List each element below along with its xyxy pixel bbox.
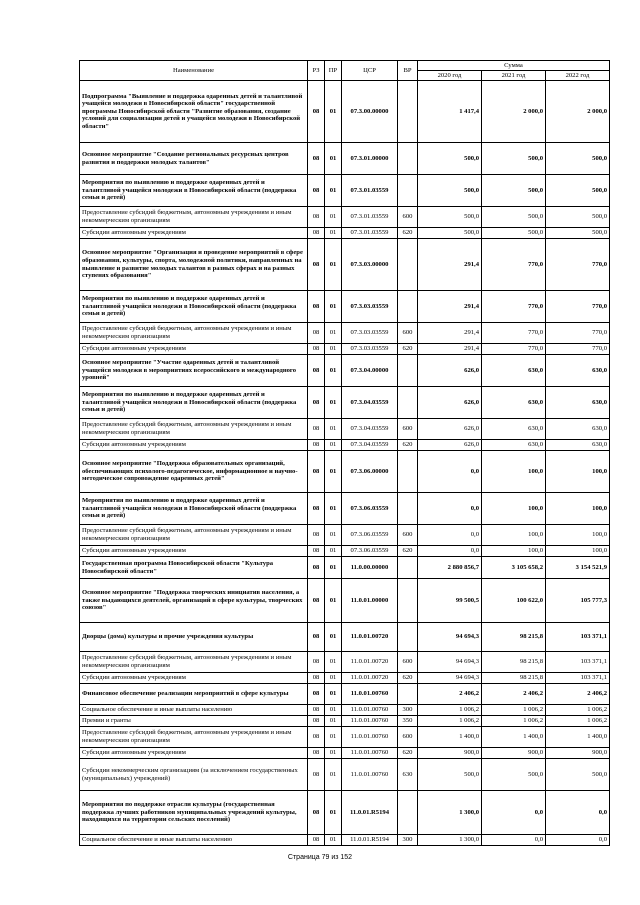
cell-2022: 500,0 (546, 228, 610, 239)
cell-2020: 900,0 (418, 748, 482, 759)
budget-table (79, 60, 610, 846)
cell-pr: 01 (325, 546, 342, 557)
cell-csr: 11.0.01.R5194 (342, 791, 398, 835)
cell-name: Предоставление субсидий бюджетным, автономным учреждениям и иным некоммерческим организациям (80, 419, 308, 440)
cell-csr: 07.3.04.03559 (342, 387, 398, 419)
cell-pr: 01 (325, 727, 342, 748)
cell-name: Основное мероприятие "Организация и проведение мероприятий в сфере образования, культуры, спорта, молодежной политики, направленных на выявление и развитие молодых талантов в разных сферах и на разных ступенях образования" (80, 239, 308, 291)
cell-rz: 08 (308, 705, 325, 716)
cell-rz: 08 (308, 835, 325, 846)
table-row (80, 705, 610, 716)
cell-pr: 01 (325, 81, 342, 143)
cell-rz: 08 (308, 748, 325, 759)
cell-vr: 620 (398, 344, 418, 355)
cell-pr: 01 (325, 207, 342, 228)
cell-csr: 07.3.03.03559 (342, 323, 398, 344)
cell-pr: 01 (325, 684, 342, 705)
cell-csr: 07.3.03.00000 (342, 239, 398, 291)
cell-2022: 500,0 (546, 143, 610, 175)
header-year-2021: 2021 год (482, 71, 546, 81)
cell-2020: 1 006,2 (418, 705, 482, 716)
cell-2020: 500,0 (418, 175, 482, 207)
table-row (80, 81, 610, 143)
cell-rz: 08 (308, 291, 325, 323)
cell-2021: 100,0 (482, 493, 546, 525)
table-row (80, 175, 610, 207)
cell-name: Основное мероприятие "Участие одаренных детей и талантливой учащейся молодежи в мероприятиях всероссийского и международного уровней" (80, 355, 308, 387)
header-name: Наименование (80, 61, 308, 81)
cell-vr: 300 (398, 835, 418, 846)
cell-csr: 07.3.04.03559 (342, 440, 398, 451)
cell-vr: 620 (398, 748, 418, 759)
cell-2020: 94 694,3 (418, 673, 482, 684)
header-csr: ЦСР (342, 61, 398, 81)
cell-pr: 01 (325, 525, 342, 546)
cell-name: Субсидии автономным учреждениям (80, 440, 308, 451)
header-vr: ВР (398, 61, 418, 81)
cell-vr (398, 579, 418, 623)
cell-pr: 01 (325, 323, 342, 344)
cell-2021: 500,0 (482, 228, 546, 239)
cell-2022: 770,0 (546, 239, 610, 291)
cell-name: Дворцы (дома) культуры и прочие учреждения культуры (80, 623, 308, 652)
cell-pr: 01 (325, 291, 342, 323)
cell-2022: 100,0 (546, 546, 610, 557)
cell-pr: 01 (325, 759, 342, 791)
cell-csr: 07.3.01.03559 (342, 228, 398, 239)
cell-name: Мероприятия по выявлению и поддержке одаренных детей и талантливой учащейся молодежи в Новосибирской области (поддержка семьи и детей) (80, 387, 308, 419)
cell-pr: 01 (325, 419, 342, 440)
cell-csr: 11.0.01.00720 (342, 623, 398, 652)
cell-vr: 600 (398, 727, 418, 748)
cell-vr (398, 239, 418, 291)
cell-2020: 626,0 (418, 355, 482, 387)
cell-pr: 01 (325, 673, 342, 684)
cell-pr: 01 (325, 228, 342, 239)
table-row (80, 791, 610, 835)
cell-vr (398, 493, 418, 525)
cell-name: Мероприятия по выявлению и поддержке одаренных детей и талантливой учащейся молодежи в Новосибирской области (поддержка семьи и детей) (80, 175, 308, 207)
cell-name: Мероприятия по выявлению и поддержке одаренных детей и талантливой учащейся молодежи в Новосибирской области (поддержка семьи и детей) (80, 493, 308, 525)
cell-rz: 08 (308, 525, 325, 546)
cell-2020: 291,4 (418, 323, 482, 344)
cell-2022: 0,0 (546, 835, 610, 846)
cell-name: Мероприятия по поддержке отрасли культуры (государственная поддержка лучших работников муниципальных учреждений культуры, находящихся на территории сельских поселений) (80, 791, 308, 835)
cell-2022: 900,0 (546, 748, 610, 759)
table-row (80, 835, 610, 846)
cell-2020: 626,0 (418, 440, 482, 451)
cell-vr (398, 387, 418, 419)
cell-2022: 103 371,1 (546, 673, 610, 684)
table-row (80, 143, 610, 175)
cell-2021: 98 215,8 (482, 673, 546, 684)
cell-csr: 11.0.01.00760 (342, 759, 398, 791)
cell-2020: 1 300,0 (418, 835, 482, 846)
cell-2020: 2 880 856,7 (418, 557, 482, 579)
cell-2020: 500,0 (418, 228, 482, 239)
cell-2021: 630,0 (482, 387, 546, 419)
cell-name: Субсидии автономным учреждениям (80, 344, 308, 355)
cell-rz: 08 (308, 791, 325, 835)
cell-2020: 1 400,0 (418, 727, 482, 748)
budget-table-sheet (79, 60, 609, 846)
table-row (80, 748, 610, 759)
cell-2021: 2 000,0 (482, 81, 546, 143)
cell-name: Социальное обеспечение и иные выплаты населению (80, 835, 308, 846)
table-row (80, 579, 610, 623)
cell-vr (398, 143, 418, 175)
cell-rz: 08 (308, 387, 325, 419)
cell-2021: 100,0 (482, 525, 546, 546)
cell-vr (398, 451, 418, 493)
cell-vr (398, 175, 418, 207)
table-row (80, 652, 610, 673)
cell-2020: 1 417,4 (418, 81, 482, 143)
cell-2020: 500,0 (418, 143, 482, 175)
header-rz: РЗ (308, 61, 325, 81)
header-year-2022: 2022 год (546, 71, 610, 81)
cell-2022: 100,0 (546, 451, 610, 493)
cell-name: Предоставление субсидий бюджетным, автономным учреждениям и иным некоммерческим организациям (80, 525, 308, 546)
table-row (80, 323, 610, 344)
cell-csr: 07.3.03.03559 (342, 291, 398, 323)
cell-2020: 291,4 (418, 344, 482, 355)
cell-2021: 500,0 (482, 207, 546, 228)
cell-csr: 07.3.06.03559 (342, 525, 398, 546)
cell-vr: 620 (398, 673, 418, 684)
cell-2021: 1 006,2 (482, 716, 546, 727)
cell-vr (398, 684, 418, 705)
cell-name: Подпрограмма "Выявление и поддержка одаренных детей и талантливой учащейся молодежи в Новосибирской области" государственной программы Новосибирской области "Развитие образования, создание условий для социализации детей и учащейся молодежи в Новосибирской области" (80, 81, 308, 143)
cell-2020: 0,0 (418, 546, 482, 557)
cell-pr: 01 (325, 579, 342, 623)
cell-rz: 08 (308, 759, 325, 791)
cell-pr: 01 (325, 748, 342, 759)
cell-2022: 630,0 (546, 440, 610, 451)
cell-pr: 01 (325, 344, 342, 355)
cell-2020: 500,0 (418, 207, 482, 228)
cell-vr: 600 (398, 652, 418, 673)
cell-2020: 0,0 (418, 525, 482, 546)
cell-pr: 01 (325, 355, 342, 387)
table-body (80, 81, 610, 846)
cell-vr (398, 81, 418, 143)
cell-2022: 500,0 (546, 759, 610, 791)
cell-rz: 08 (308, 323, 325, 344)
cell-2022: 770,0 (546, 323, 610, 344)
table-row (80, 525, 610, 546)
table-row (80, 546, 610, 557)
cell-2021: 0,0 (482, 835, 546, 846)
cell-rz: 08 (308, 355, 325, 387)
cell-csr: 11.0.01.00760 (342, 684, 398, 705)
cell-2021: 100 622,0 (482, 579, 546, 623)
table-row (80, 207, 610, 228)
cell-name: Социальное обеспечение и иные выплаты населению (80, 705, 308, 716)
cell-csr: 11.0.01.00000 (342, 579, 398, 623)
cell-2021: 770,0 (482, 239, 546, 291)
cell-2022: 100,0 (546, 525, 610, 546)
cell-csr: 11.0.01.00760 (342, 748, 398, 759)
cell-2022: 100,0 (546, 493, 610, 525)
cell-vr (398, 355, 418, 387)
cell-csr: 11.0.01.00760 (342, 716, 398, 727)
cell-rz: 08 (308, 228, 325, 239)
cell-2022: 103 371,1 (546, 652, 610, 673)
cell-2021: 500,0 (482, 175, 546, 207)
cell-csr: 07.3.01.03559 (342, 207, 398, 228)
cell-name: Премии и гранты (80, 716, 308, 727)
cell-pr: 01 (325, 239, 342, 291)
cell-2020: 291,4 (418, 291, 482, 323)
cell-2021: 100,0 (482, 451, 546, 493)
cell-vr: 600 (398, 207, 418, 228)
cell-rz: 08 (308, 557, 325, 579)
cell-csr: 07.3.06.00000 (342, 451, 398, 493)
cell-name: Субсидии автономным учреждениям (80, 546, 308, 557)
cell-vr: 620 (398, 546, 418, 557)
cell-rz: 08 (308, 716, 325, 727)
cell-name: Субсидии автономным учреждениям (80, 673, 308, 684)
cell-csr: 07.3.04.03559 (342, 419, 398, 440)
cell-pr: 01 (325, 451, 342, 493)
cell-2021: 0,0 (482, 791, 546, 835)
cell-2020: 0,0 (418, 451, 482, 493)
cell-name: Предоставление субсидий бюджетным, автономным учреждениям и иным некоммерческим организациям (80, 727, 308, 748)
cell-rz: 08 (308, 579, 325, 623)
table-row (80, 355, 610, 387)
cell-vr (398, 791, 418, 835)
cell-vr: 630 (398, 759, 418, 791)
cell-2020: 626,0 (418, 387, 482, 419)
cell-name: Основное мероприятие "Поддержка творческих инициатив населения, а также выдающихся деятелей, организаций в сфере культуры, творческих союзов" (80, 579, 308, 623)
cell-2021: 98 215,8 (482, 623, 546, 652)
cell-2022: 770,0 (546, 291, 610, 323)
cell-2021: 1 006,2 (482, 705, 546, 716)
cell-pr: 01 (325, 493, 342, 525)
cell-rz: 08 (308, 81, 325, 143)
cell-pr: 01 (325, 791, 342, 835)
cell-rz: 08 (308, 344, 325, 355)
cell-name: Государственная программа Новосибирской области "Культура Новосибирской области" (80, 557, 308, 579)
cell-name: Субсидии автономным учреждениям (80, 228, 308, 239)
cell-rz: 08 (308, 652, 325, 673)
cell-pr: 01 (325, 143, 342, 175)
cell-vr: 600 (398, 525, 418, 546)
cell-vr: 600 (398, 419, 418, 440)
cell-pr: 01 (325, 705, 342, 716)
cell-rz: 08 (308, 673, 325, 684)
table-row (80, 684, 610, 705)
cell-rz: 08 (308, 419, 325, 440)
table-row (80, 759, 610, 791)
cell-rz: 08 (308, 440, 325, 451)
cell-2020: 94 694,3 (418, 623, 482, 652)
cell-2020: 99 500,5 (418, 579, 482, 623)
cell-2022: 630,0 (546, 355, 610, 387)
table-row (80, 387, 610, 419)
cell-2022: 770,0 (546, 344, 610, 355)
table-row (80, 673, 610, 684)
cell-2022: 103 371,1 (546, 623, 610, 652)
cell-vr (398, 291, 418, 323)
cell-csr: 11.0.01.00720 (342, 652, 398, 673)
cell-csr: 11.0.00.00000 (342, 557, 398, 579)
cell-2022: 1 006,2 (546, 705, 610, 716)
cell-csr: 11.0.01.00760 (342, 727, 398, 748)
page-number: Страница 79 из 152 (287, 854, 353, 861)
cell-2021: 1 400,0 (482, 727, 546, 748)
cell-2022: 105 777,3 (546, 579, 610, 623)
cell-pr: 01 (325, 175, 342, 207)
cell-2021: 98 215,8 (482, 652, 546, 673)
cell-rz: 08 (308, 143, 325, 175)
cell-2020: 0,0 (418, 493, 482, 525)
cell-csr: 07.3.00.00000 (342, 81, 398, 143)
cell-name: Предоставление субсидий бюджетным, автономным учреждениям и иным некоммерческим организациям (80, 207, 308, 228)
cell-rz: 08 (308, 239, 325, 291)
cell-2021: 770,0 (482, 344, 546, 355)
cell-name: Субсидии автономным учреждениям (80, 748, 308, 759)
cell-rz: 08 (308, 623, 325, 652)
cell-name: Основное мероприятие "Создание региональных ресурсных центров развития и поддержки молодых талантов" (80, 143, 308, 175)
cell-name: Предоставление субсидий бюджетным, автономным учреждениям и иным некоммерческим организациям (80, 323, 308, 344)
cell-rz: 08 (308, 684, 325, 705)
header-sum: Сумма (418, 61, 610, 71)
cell-2020: 1 006,2 (418, 716, 482, 727)
cell-2021: 500,0 (482, 759, 546, 791)
cell-csr: 07.3.06.03559 (342, 493, 398, 525)
cell-2021: 3 105 658,2 (482, 557, 546, 579)
cell-2022: 1 006,2 (546, 716, 610, 727)
cell-2020: 626,0 (418, 419, 482, 440)
cell-2020: 500,0 (418, 759, 482, 791)
cell-2021: 630,0 (482, 419, 546, 440)
cell-2022: 1 400,0 (546, 727, 610, 748)
cell-pr: 01 (325, 716, 342, 727)
cell-name: Финансовое обеспечение реализации мероприятий в сфере культуры (80, 684, 308, 705)
cell-csr: 07.3.01.03559 (342, 175, 398, 207)
cell-2022: 2 000,0 (546, 81, 610, 143)
cell-vr (398, 557, 418, 579)
cell-csr: 07.3.01.00000 (342, 143, 398, 175)
cell-csr: 11.0.01.00720 (342, 673, 398, 684)
cell-pr: 01 (325, 557, 342, 579)
header-pr: ПР (325, 61, 342, 81)
cell-2021: 500,0 (482, 143, 546, 175)
cell-vr: 620 (398, 228, 418, 239)
cell-csr: 07.3.06.03559 (342, 546, 398, 557)
cell-pr: 01 (325, 835, 342, 846)
cell-vr: 350 (398, 716, 418, 727)
cell-rz: 08 (308, 207, 325, 228)
cell-2020: 2 406,2 (418, 684, 482, 705)
cell-pr: 01 (325, 387, 342, 419)
cell-rz: 08 (308, 493, 325, 525)
table-row (80, 419, 610, 440)
cell-2022: 0,0 (546, 791, 610, 835)
cell-2020: 1 300,0 (418, 791, 482, 835)
cell-csr: 07.3.04.00000 (342, 355, 398, 387)
cell-2021: 630,0 (482, 355, 546, 387)
cell-2021: 630,0 (482, 440, 546, 451)
cell-2022: 630,0 (546, 419, 610, 440)
cell-2022: 500,0 (546, 207, 610, 228)
table-row (80, 716, 610, 727)
header-year-2020: 2020 год (418, 71, 482, 81)
cell-2021: 770,0 (482, 291, 546, 323)
cell-2021: 2 406,2 (482, 684, 546, 705)
cell-csr: 11.0.01.00760 (342, 705, 398, 716)
cell-pr: 01 (325, 623, 342, 652)
table-row (80, 291, 610, 323)
table-row (80, 440, 610, 451)
cell-2021: 900,0 (482, 748, 546, 759)
cell-pr: 01 (325, 652, 342, 673)
cell-rz: 08 (308, 451, 325, 493)
cell-vr (398, 623, 418, 652)
cell-rz: 08 (308, 175, 325, 207)
cell-2022: 2 406,2 (546, 684, 610, 705)
cell-2022: 630,0 (546, 387, 610, 419)
cell-vr: 600 (398, 323, 418, 344)
cell-name: Субсидии некоммерческим организациям (за исключением государственных (муниципальных) учреждений) (80, 759, 308, 791)
cell-rz: 08 (308, 727, 325, 748)
table-row (80, 228, 610, 239)
cell-name: Предоставление субсидий бюджетным, автономным учреждениям и иным некоммерческим организациям (80, 652, 308, 673)
cell-2021: 770,0 (482, 323, 546, 344)
cell-2022: 500,0 (546, 175, 610, 207)
cell-pr: 01 (325, 440, 342, 451)
cell-rz: 08 (308, 546, 325, 557)
table-row (80, 493, 610, 525)
table-row (80, 623, 610, 652)
table-row (80, 239, 610, 291)
table-row (80, 344, 610, 355)
cell-csr: 07.3.03.03559 (342, 344, 398, 355)
cell-2020: 291,4 (418, 239, 482, 291)
cell-csr: 11.0.01.R5194 (342, 835, 398, 846)
cell-2021: 100,0 (482, 546, 546, 557)
cell-2022: 3 154 521,9 (546, 557, 610, 579)
cell-name: Мероприятия по выявлению и поддержке одаренных детей и талантливой учащейся молодежи в Новосибирской области (поддержка семьи и детей) (80, 291, 308, 323)
table-row (80, 451, 610, 493)
table-row (80, 727, 610, 748)
table-row (80, 557, 610, 579)
cell-2020: 94 694,3 (418, 652, 482, 673)
cell-name: Основное мероприятие "Поддержка образовательных организаций, обеспечивающих психолого-педагогическое, информационное и научно-методическое сопровождение одаренных детей" (80, 451, 308, 493)
cell-vr: 300 (398, 705, 418, 716)
cell-vr: 620 (398, 440, 418, 451)
